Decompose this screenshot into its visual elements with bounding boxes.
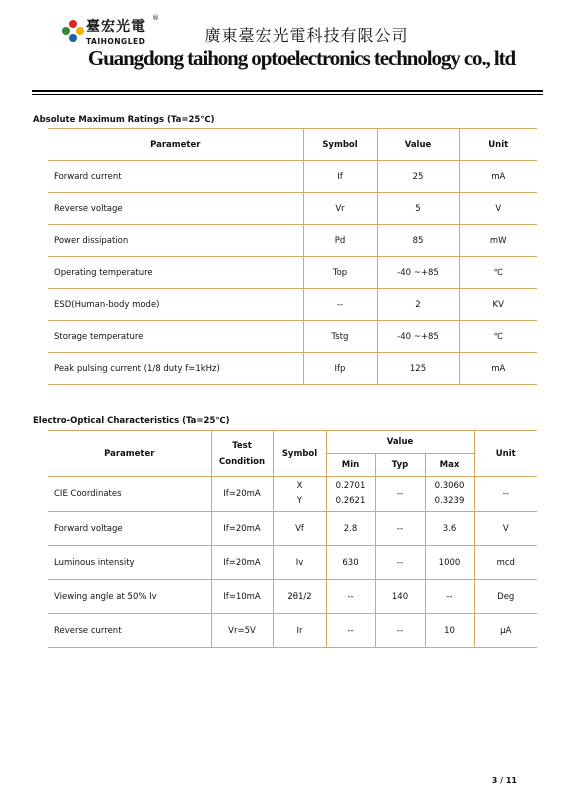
amr-unit: mW [459,225,537,257]
eoc-parameter: Luminous intensity [48,546,211,580]
amr-unit: mA [459,353,537,385]
amr-value: -40 ~+85 [377,321,459,353]
amr-header-value: Value [377,129,459,161]
amr-value: 85 [377,225,459,257]
eoc-min-x: 0.2701 [335,481,366,491]
eoc-max-x: 0.3060 [434,481,465,491]
amr-header-row [48,129,537,161]
eoc-typ: -- [375,546,425,580]
eoc-unit: -- [474,477,537,512]
table-row [48,512,537,546]
eoc-typ: -- [375,477,425,512]
amr-parameter: Storage temperature [48,321,303,353]
amr-symbol: -- [303,289,377,321]
eoc-max: 1000 [425,546,474,580]
amr-unit: V [459,193,537,225]
amr-symbol: If [303,161,377,193]
table-row [48,225,537,257]
amr-parameter: Peak pulsing current (1/8 duty f=1kHz) [48,353,303,385]
eoc-symbol: 2θ1/2 [273,580,326,614]
eoc-header-row [48,431,537,454]
eoc-typ: -- [375,614,425,648]
eoc-header-symbol: Symbol [273,431,326,477]
amr-header-symbol: Symbol [303,129,377,161]
company-name-en: Guangdong taihong optoelectronics technology co., ltd [87,46,516,70]
eoc-header-test-line1: Test [232,440,252,451]
table-row [48,614,537,648]
amr-header-unit: Unit [459,129,537,161]
eoc-header-parameter: Parameter [48,431,211,477]
eoc-condition: If=20mA [211,512,273,546]
eoc-min: -- [326,580,375,614]
table-row [48,321,537,353]
amr-parameter: Forward current [48,161,303,193]
amr-symbol: Top [303,257,377,289]
eoc-header-test-line2: Condition [219,456,265,467]
eoc-symbol: Vf [273,512,326,546]
eoc-min: -- [326,614,375,648]
amr-parameter: Power dissipation [48,225,303,257]
amr-parameter: Reverse voltage [48,193,303,225]
amr-title: Absolute Maximum Ratings (Ta=25℃) [33,115,215,125]
eoc-unit: mcd [474,546,537,580]
eoc-max: 10 [425,614,474,648]
amr-value: -40 ~+85 [377,257,459,289]
amr-symbol: Tstg [303,321,377,353]
logo-mark: 臺宏光電 [86,19,146,35]
eoc-symbol [273,477,326,512]
table-row [48,193,537,225]
eoc-header-max: Max [425,454,474,477]
table-row [48,353,537,385]
eoc-condition: Vr=5V [211,614,273,648]
eoc-header-test-condition [211,431,273,477]
amr-unit: ℃ [459,257,537,289]
amr-value: 25 [377,161,459,193]
eoc-parameter: CIE Coordinates [48,477,211,512]
eoc-min [326,477,375,512]
company-name-cn: 廣東臺宏光電科技有限公司 [204,26,409,45]
registered-mark: ® [152,14,159,22]
table-row [48,289,537,321]
amr-value: 5 [377,193,459,225]
amr-unit: KV [459,289,537,321]
eoc-max: -- [425,580,474,614]
amr-parameter: ESD(Human-body mode) [48,289,303,321]
eoc-header-typ: Typ [375,454,425,477]
table-row [48,477,537,512]
amr-unit: ℃ [459,321,537,353]
table-row [48,161,537,193]
eoc-condition: If=20mA [211,546,273,580]
eoc-min-y: 0.2621 [335,496,366,506]
eoc-parameter: Viewing angle at 50% Iv [48,580,211,614]
amr-value: 2 [377,289,459,321]
amr-header-parameter: Parameter [48,129,303,161]
eoc-symbol-x: X [296,481,303,491]
amr-parameter: Operating temperature [48,257,303,289]
header-rule-thin [32,94,543,95]
page-number: 3 / 11 [491,776,517,785]
eoc-header-unit: Unit [474,431,537,477]
eoc-max [425,477,474,512]
amr-unit: mA [459,161,537,193]
eoc-unit: μA [474,614,537,648]
eoc-max-y: 0.3239 [434,496,465,506]
amr-symbol: Vr [303,193,377,225]
amr-symbol: Ifp [303,353,377,385]
table-row [48,546,537,580]
eoc-typ: -- [375,512,425,546]
eoc-symbol: Ir [273,614,326,648]
eoc-condition: If=10mA [211,580,273,614]
eoc-header-value: Value [326,431,474,454]
eoc-title: Electro-Optical Characteristics (Ta=25℃) [33,416,230,426]
eoc-min: 630 [326,546,375,580]
eoc-parameter: Reverse current [48,614,211,648]
eoc-typ: 140 [375,580,425,614]
eoc-parameter: Forward voltage [48,512,211,546]
header-rule [32,90,543,92]
amr-table [48,128,537,385]
eoc-header-min: Min [326,454,375,477]
amr-symbol: Pd [303,225,377,257]
eoc-table [48,430,537,648]
eoc-max: 3.6 [425,512,474,546]
eoc-symbol-y: Y [296,496,303,506]
eoc-condition: If=20mA [211,477,273,512]
amr-value: 125 [377,353,459,385]
table-row [48,580,537,614]
eoc-unit: Deg [474,580,537,614]
logo-brand: TAIHONGLED [86,37,146,46]
eoc-min: 2.8 [326,512,375,546]
table-row [48,257,537,289]
eoc-unit: V [474,512,537,546]
eoc-symbol: Iv [273,546,326,580]
